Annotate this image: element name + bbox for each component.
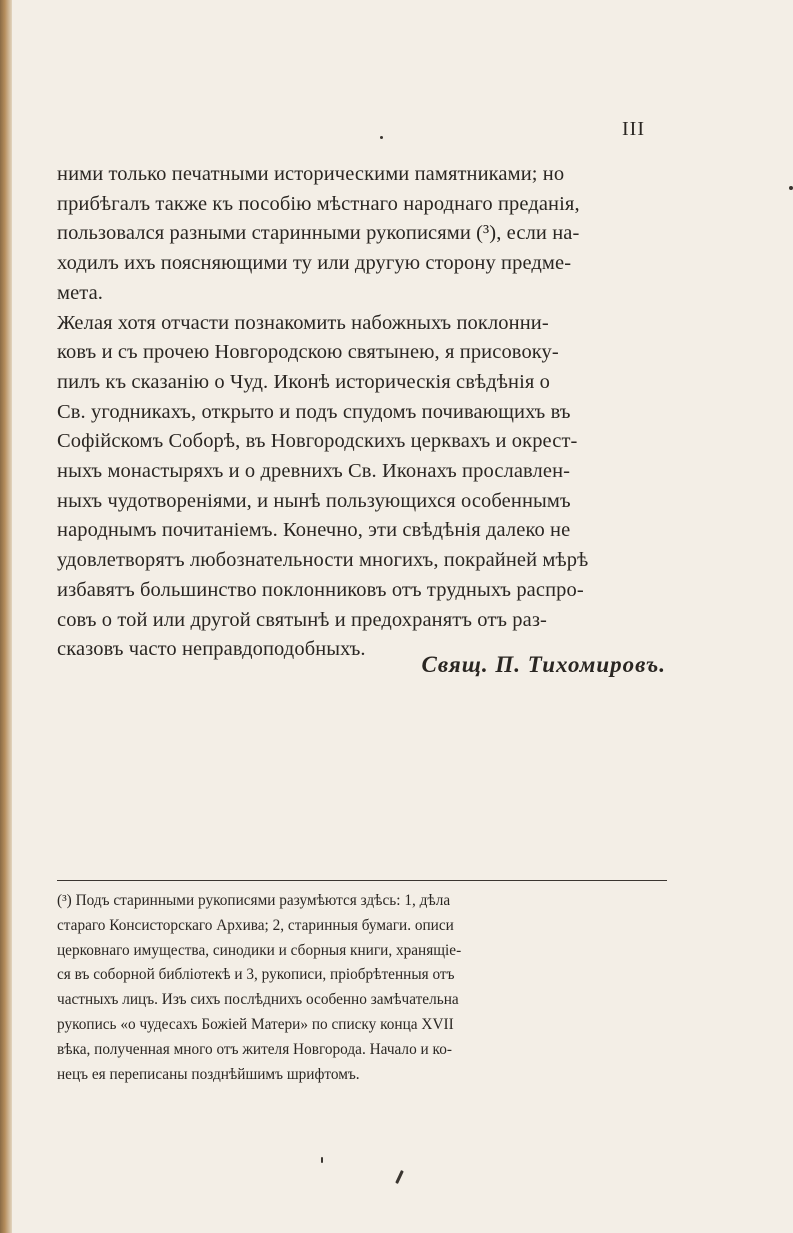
body-line-text: пользовался разными старинными рукописями (³), если на- xyxy=(57,222,580,245)
body-line xyxy=(57,309,669,339)
footnote-line: (³) Подъ старинными рукописями разумѣются здѣсь: 1, дѣла xyxy=(57,892,451,909)
footnote-line: частныхъ лицъ. Изъ сихъ послѣднихъ особенно замѣчательна xyxy=(57,991,459,1009)
body-text xyxy=(57,160,669,665)
book-spine-edge xyxy=(0,0,12,1233)
body-line-text: мета. xyxy=(57,281,104,304)
body-line xyxy=(57,516,669,546)
body-line-text: ходилъ ихъ поясняющими ту или другую сторону предме- xyxy=(57,252,572,275)
body-line-text: Желая хотя отчасти познакомить набожныхъ поклонни- xyxy=(57,311,549,334)
author-signature: Свящ. П. Тихомировъ. xyxy=(421,652,666,677)
body-line-text: прибѣгалъ также къ пособію мѣстнаго народнаго преданія, xyxy=(57,192,580,215)
body-line xyxy=(57,576,669,606)
footnote-line: ся въ соборной библіотекѣ и 3, рукописи, пріобрѣтенныя отъ xyxy=(57,966,455,984)
footnote-line: церковнаго имущества, синодики и сборныя книги, хранящіе- xyxy=(57,941,462,959)
body-line xyxy=(57,487,669,517)
body-line xyxy=(57,546,669,576)
footnote xyxy=(57,889,669,1087)
page-number: III xyxy=(622,118,645,140)
footnote-divider xyxy=(57,880,667,881)
body-line-text: удовлетворятъ любознательности многихъ, покрайней мѣрѣ xyxy=(57,549,589,572)
body-line-text: избавятъ большинство поклонниковъ отъ трудныхъ распро- xyxy=(57,578,584,601)
ink-speck xyxy=(789,186,793,190)
footnote-line: рукопись «о чудесахъ Божіей Матери» по списку конца XVII xyxy=(57,1015,454,1033)
body-line-text: ковъ и съ прочею Новгородскою святынею, я присовоку- xyxy=(57,341,559,364)
body-line xyxy=(57,190,669,220)
body-line xyxy=(57,338,669,368)
body-line-text: народнымъ почитаніемъ. Конечно, эти свѣдѣнія далеко не xyxy=(57,519,571,542)
body-line-text: ними только печатными историческими памятниками; но xyxy=(57,163,565,185)
body-line-text: Софійскомъ Соборѣ, въ Новгородскихъ церквахъ и окрест- xyxy=(57,430,578,453)
body-line xyxy=(57,606,669,636)
body-line xyxy=(57,398,669,428)
footnote-line: стараго Консисторскаго Архива; 2, старинныя бумаги. описи xyxy=(57,916,454,934)
ink-speck xyxy=(395,1170,404,1184)
body-line-text: пилъ къ сказанію о Чуд. Иконѣ историческія свѣдѣнія о xyxy=(57,370,550,393)
ink-speck xyxy=(380,136,383,139)
body-line xyxy=(57,368,669,398)
body-line-text: сказовъ часто неправдоподобныхъ. xyxy=(57,638,366,661)
body-line xyxy=(57,249,669,279)
body-line xyxy=(57,279,669,309)
body-line-text: совъ о той или другой святынѣ и предохранятъ отъ раз- xyxy=(57,608,547,631)
body-line xyxy=(57,427,669,457)
body-line-text: ныхъ монастыряхъ и о древнихъ Св. Иконахъ прославлен- xyxy=(57,460,571,483)
body-line-text: Св. угодникахъ, открыто и подъ спудомъ почивающихъ въ xyxy=(57,400,571,423)
body-line xyxy=(57,160,669,190)
ink-speck xyxy=(321,1157,323,1163)
body-line xyxy=(57,457,669,487)
body-line-text: ныхъ чудотвореніями, и нынѣ пользующихся особеннымъ xyxy=(57,489,571,512)
footnote-line: нецъ ея переписаны позднѣйшимъ шрифтомъ. xyxy=(57,1065,360,1083)
footnote-line: вѣка, полученная много отъ жителя Новгорода. Начало и ко- xyxy=(57,1040,452,1058)
body-line xyxy=(57,219,669,249)
